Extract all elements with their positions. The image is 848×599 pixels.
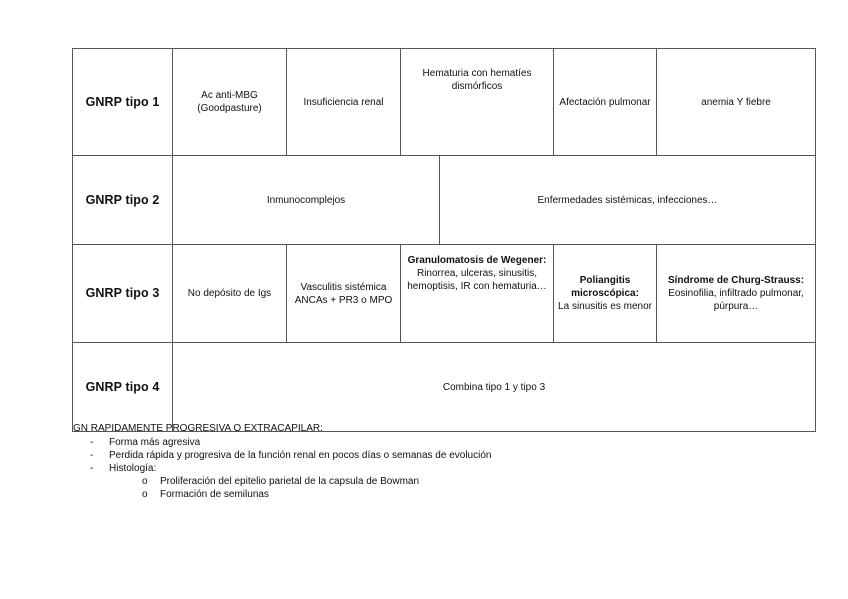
cell-anemia-fiebre: anemia Y fiebre — [657, 49, 816, 156]
cell-ac-anti-mbg: Ac anti-MBG (Goodpasture) — [173, 49, 287, 156]
cell-granulomatosis-wegener — [401, 245, 554, 343]
sublist-item: o Proliferación del epitelio parietal de la capsula de Bowman — [142, 475, 491, 488]
sublist-item: o Formación de semilunas — [142, 488, 491, 501]
cell-title: Síndrome de Churg-Strauss: — [667, 275, 805, 286]
cell-afectacion-pulmonar: Afectación pulmonar — [554, 49, 657, 156]
notes-heading: GN RAPIDAMENTE PROGRESIVA O EXTRACAPILAR: — [73, 423, 323, 434]
list-item — [90, 462, 491, 501]
cell-combina-tipos: Combina tipo 1 y tipo 3 — [173, 343, 816, 432]
cell-title: Granulomatosis de Wegener: — [407, 255, 547, 266]
list-item: - Forma más agresiva — [90, 436, 491, 449]
cell-text: Rinorrea, ulceras, sinusitis, hemoptisis, IR con hematuria… — [407, 268, 547, 292]
list-item-label: Histología: — [109, 463, 157, 474]
cell-poliangitis-microscopica — [554, 245, 657, 343]
gnrp-classification-table — [72, 48, 816, 432]
row-label-tipo-2: GNRP tipo 2 — [73, 156, 173, 245]
cell-inmunocomplejos: Inmunocomplejos — [173, 156, 440, 245]
cell-text: Eosinofilia, infiltrado pulmonar, púrpura… — [668, 288, 804, 312]
list-item: - Perdida rápida y progresiva de la función renal en pocos días o semanas de evolución — [90, 449, 491, 462]
cell-text: Vasculitis sistémica ANCAs + PR3 o MPO — [294, 281, 393, 306]
cell-text: La sinusitis es menor — [558, 301, 652, 312]
cell-insuficiencia-renal: Insuficiencia renal — [287, 49, 401, 156]
cell-text: No depósito de Igs — [187, 288, 272, 299]
table-row-tipo-3 — [73, 245, 816, 343]
row-label-tipo-3: GNRP tipo 3 — [73, 245, 173, 343]
cell-no-deposito-igs — [173, 245, 287, 343]
table-row-tipo-2 — [73, 156, 816, 245]
table-row-tipo-4 — [73, 343, 816, 432]
cell-churg-strauss — [657, 245, 816, 343]
cell-vasculitis-sistemica — [287, 245, 401, 343]
row-label-tipo-1: GNRP tipo 1 — [73, 49, 173, 156]
table-row-tipo-1 — [73, 49, 816, 156]
cell-title: Poliangitis microscópica: — [571, 275, 639, 299]
notes-sublist — [109, 475, 491, 501]
cell-enfermedades-sistemicas: Enfermedades sistémicas, infecciones… — [440, 156, 816, 245]
notes-section — [73, 422, 491, 501]
row-label-tipo-4: GNRP tipo 4 — [73, 343, 173, 432]
notes-list — [73, 436, 491, 501]
cell-hematuria: Hematuria con hematíes dismórficos — [401, 49, 554, 156]
